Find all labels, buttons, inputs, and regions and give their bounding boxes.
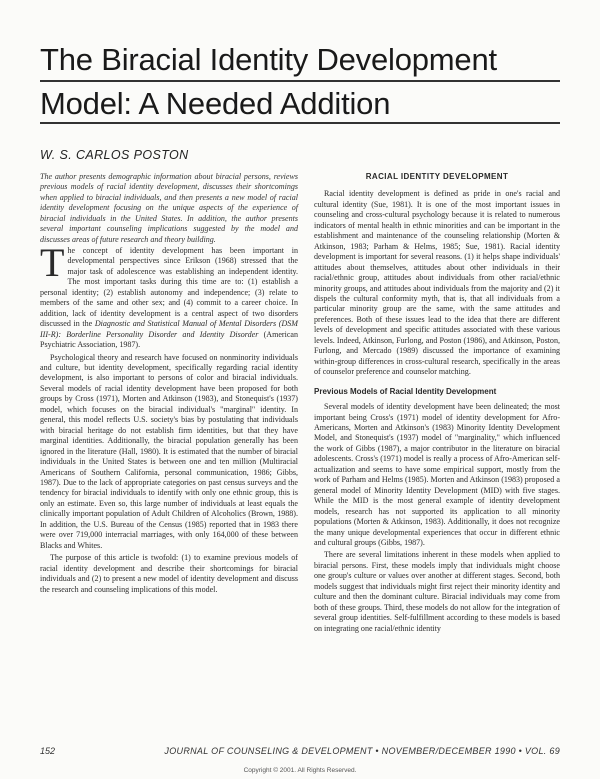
- left-paragraph-2: Psychological theory and research have focused on nonminority individuals and culture, but identity development, specifically regarding racial identity development, is also important to persons of color and biracial individuals. Several models of racial identity development have been proposed for both groups by Cross (1971), Morten and Atkinson (1983), and Stonequist's (1937) model, which focuses on the biracial individual's "marginal" identity. In general, this model reflects U.S. society's bias by postulating that individuals with biracial heritage do not establish firm identities, but that they have marginal identities. Additionally, the biracial population generally has been ignored in the literature (Hall, 1980). It is estimated that the number of biracial individuals in the United States is between one and ten million (Multiracial Americans of Southern California, personal communication, 1986; Gibbs, 1987). Due to the lack of appropriate categories on past census surveys and the tendency for biracial individuals to identify with only one ethnic group, this is only an estimate. Even so, this large number of individuals at least equals the clinically important population of Adult Children of Alcoholics (Brown, 1988). In addition, the U.S. Bureau of the Census (1985) reported that in 1983 there were over 719,000 interracial marriages, with only 164,000 of these between Blacks and Whites.: [40, 352, 298, 550]
- left-paragraph-3: The purpose of this article is twofold: (1) to examine previous models of racial identity development and describe their shortcomings for biracial individuals and (2) to present a new model of identity development and discuss the research and counseling implications of this model.: [40, 553, 298, 594]
- subheading: Previous Models of Racial Identity Development: [314, 386, 497, 396]
- drop-cap: T: [40, 240, 65, 285]
- page-number: 152: [40, 746, 56, 756]
- right-column: [314, 172, 560, 634]
- intro-paragraph: [40, 240, 298, 351]
- copyright-notice: Copyright © 2001. All Rights Reserved.: [243, 767, 357, 774]
- right-paragraph-3: There are several limitations inherent in these models when applied to biracial persons. First, these models imply that individuals might choose one group's culture or values over another at different stages. Second, both models suggest that individuals might first reject their minority identity and culture and then the dominant culture. Biracial individuals may come from both of these groups. Third, these models do not allow for the integration of several group identities. Self-fulfillment according to these models is based on integrating one racial/ethnic identity: [314, 550, 560, 633]
- right-paragraph-2: Several models of identity development have been delineated; the most important being Cross's (1971) model of identity development for Afro-Americans, Morten and Atkinson's (1983) Minority Identity Development Model, and Stonequist's (1937) model of "marginality," which influenced the work of Gibbs (1987), a major contributor in the literature on biracial adolescents. Cross's (1971) model is really a process of Afro-American self-actualization and seems to have some empirical support, mostly from the work of Parham and Helms (1985). Morten and Atkinson (1983) proposed a general model of Minority Identity Development (MID) with five stages. While the MID is the most general example of identity development models, research has not supported its application to all minority populations (Morten & Atkinson, 1983). Additionally, it does not recognize the many unique developmental experiences that occur in different ethnic and cultural groups (Gibbs, 1987).: [314, 402, 560, 547]
- left-column: [40, 240, 298, 595]
- article-title-line-2: Model: A Needed Addition: [40, 86, 391, 121]
- right-paragraph-1: Racial identity development is defined as pride in one's racial and cultural identity (Sue, 1981). It is one of the most important issues in counseling and cross-cultural psychology because it is related to numerous indicators of mental health in ethnic minorities and can be important in the establishment and maintenance of the counseling relationship (Morten & Atkinson, 1983; Parham & Helms, 1985; Sue, 1981). Racial identity development is important for several reasons. (1) it helps shape individuals' attitudes about themselves, attitudes about other individuals in their racial/ethnic group, attitudes about individuals from other racial/ethnic minority groups, and attitudes about individuals from the majority and (2) it dispels the cultural conformity myth, that is, that all individuals from a particular minority group are the same, with the same attitudes and preferences. Both of these issues lead to the idea that there are different levels of development and specific attitudes associated with these various levels. Indeed, Atkinson, Furlong, and Poston (1986), and Atkinson, Poston, Furlong, and Mercado (1989) discussed the importance of examining within-group differences in cross-cultural research, specifically in the areas of counselor preference and counselor matching.: [314, 189, 560, 377]
- journal-info: JOURNAL OF COUNSELING & DEVELOPMENT • NOVEMBER/DECEMBER 1990 • VOL. 69: [164, 746, 560, 756]
- abstract: [40, 172, 298, 245]
- intro-text: he concept of identity development has been important in developmental perspectives since Erikson (1968) stressed that the major task of adolescence was establishing an independent identity. The most important tasks during this time are to: (1) establish a personal identity; (2) establish autonomy and independence; (3) relate to members of the same and other sex; and (4) commit to a career choice. In addition, lack of identity development is a central aspect of two disorders discussed in the: [40, 246, 298, 329]
- section-heading: RACIAL IDENTITY DEVELOPMENT: [365, 172, 509, 181]
- intro-end: (American Psychiatric Association, 1987).: [40, 329, 298, 350]
- author-byline: W. S. CARLOS POSTON: [40, 148, 189, 162]
- abstract-text: The author presents demographic information about biracial persons, reviews previous models of racial identity development, discusses their shortcomings when applied to biracial individuals, and then presents a new model of racial identity development focusing on the unique aspects of the experience of biracial individuals in the United States. In addition, the author presents several important counseling implications suggested by the model and discusses areas of future research and theory building.: [40, 172, 298, 244]
- title-rule-top: [40, 80, 560, 82]
- intro-italic: Diagnostic and Statistical Manual of Mental Disorders (DSM III-R): Borderline Personality Disorder and Identity Disorder: [40, 319, 298, 339]
- title-rule-bottom: [40, 122, 560, 124]
- article-title-line-1: The Biracial Identity Development: [40, 42, 497, 77]
